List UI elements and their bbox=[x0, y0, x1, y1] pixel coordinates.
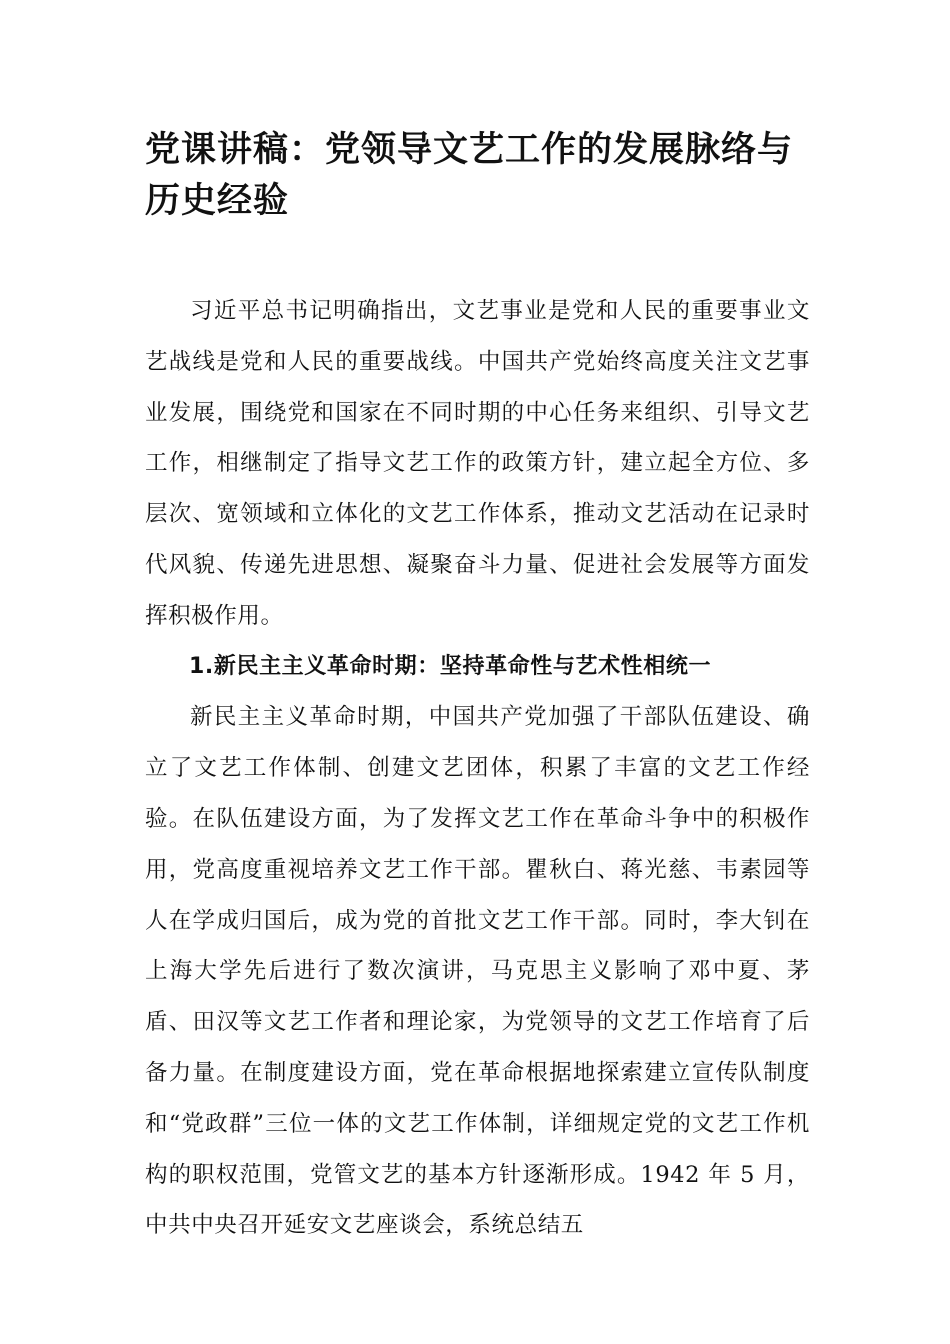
intro-paragraph: 习近平总书记明确指出，文艺事业是党和人民的重要事业文艺战线是党和人民的重要战线。中国共产党始终高度关注文艺事业发展，围绕党和国家在不同时期的中心任务来组织、引导文艺工作，相继制定了指导文艺工作的政策方针，建立起全方位、多层次、宽领域和立体化的文艺工作体系，推动文艺活动在记录时代风貌、传递先进思想、凝聚奋斗力量、促进社会发展等方面发挥积极作用。 bbox=[145, 298, 810, 629]
section-paragraph: 新民主主义革命时期，中国共产党加强了干部队伍建设、确立了文艺工作体制、创建文艺团体，积累了丰富的文艺工作经验。在队伍建设方面，为了发挥文艺工作在革命斗争中的积极作用，党高度重视培养文艺工作干部。瞿秋白、蒋光慈、韦素园等人在学成归国后，成为党的首批文艺工作干部。同时，李大钊在上海大学先后进行了数次演讲，马克思主义影响了邓中夏、茅盾、田汉等文艺工作者和理论家，为党领导的文艺工作培育了后备力量。在制度建设方面，党在革命根据地探索建立宣传队制度和“党政群”三位一体的文艺工作体制，详细规定党的文艺工作机构的职权范围，党管文艺的基本方针逐渐形成。1942 年 5 月，中共中央召开延安文艺座谈会，系统总结五 bbox=[145, 704, 810, 1239]
document-title: 党课讲稿：党领导文艺工作的发展脉络与历史经验 bbox=[145, 129, 794, 221]
document-body bbox=[145, 286, 810, 1251]
section-heading: 1.新民主主义革命时期：坚持革命性与艺术性相统一 bbox=[189, 653, 712, 679]
